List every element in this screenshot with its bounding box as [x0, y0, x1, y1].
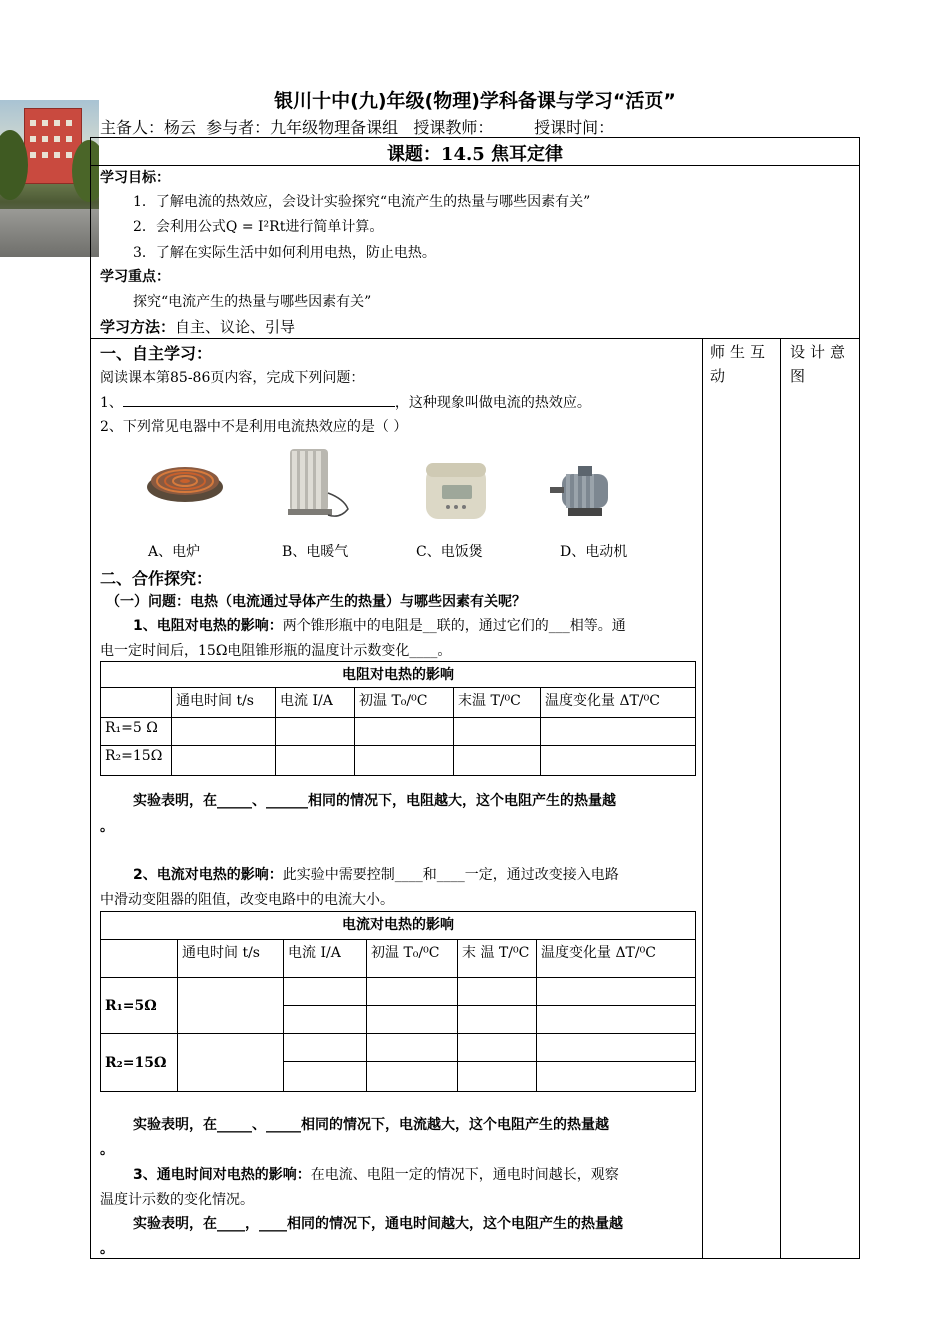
- table-cell[interactable]: [355, 746, 454, 776]
- table-cell[interactable]: [454, 718, 541, 746]
- electric-motor-image: [548, 460, 628, 522]
- t1-row-r2: R₂=15Ω: [101, 746, 172, 776]
- table-cell[interactable]: [284, 1006, 367, 1034]
- current-paragraph: [133, 864, 619, 884]
- t1-header-0: [101, 688, 172, 718]
- resistance-label: 1、电阻对电热的影响：: [133, 618, 283, 634]
- key-point: 探究“电流产生的热量与哪些因素有关”: [133, 294, 372, 310]
- option-b: B、电暖气: [282, 544, 349, 560]
- current-label: 2、电流对电热的影响：: [133, 867, 283, 883]
- table-cell[interactable]: [541, 718, 696, 746]
- current-text-1: 此实验中需要控制____和____一定，通过改变接入电路: [282, 867, 619, 883]
- table-cell[interactable]: [367, 1062, 458, 1092]
- table-cell[interactable]: [172, 746, 276, 776]
- table-cell[interactable]: [178, 978, 284, 1034]
- conclusion-2-end: 。: [100, 1142, 114, 1158]
- t2-header-final: 末 温 T/⁰C: [458, 940, 537, 978]
- table-cell[interactable]: [458, 1062, 537, 1092]
- conclusion-2: 实验表明，在_____、_____相同的情况下，电流越大，这个电阻产生的热量越: [133, 1117, 609, 1133]
- conclusion-1: 实验表明，在_____、______相同的情况下，电阻越大，这个电阻产生的热量越: [133, 793, 616, 809]
- t1-header-final: 末温 T/⁰C: [454, 688, 541, 718]
- t2-header-initial: 初温 T₀/⁰C: [367, 940, 458, 978]
- resistance-paragraph: [133, 615, 626, 635]
- current-table: [100, 911, 696, 1092]
- conclusion-3: 实验表明，在____，____相同的情况下，通电时间越大，这个电阻产生的热量越: [133, 1216, 623, 1232]
- page-title: 银川十中(九)年级(物理)学科备课与学习“活页”: [274, 90, 676, 112]
- goal-3: 3．了解在实际生活中如何利用电热，防止电热。: [133, 245, 436, 261]
- table-cell[interactable]: [276, 718, 355, 746]
- t2-row-r2: R₂=15Ω: [101, 1034, 178, 1092]
- t1-header-time: 通电时间 t/s: [172, 688, 276, 718]
- question-1: [100, 392, 591, 412]
- table-cell[interactable]: [178, 1034, 284, 1092]
- conclusion-1-end: 。: [100, 819, 114, 835]
- time-text-2: 温度计示数的变化情况。: [100, 1192, 254, 1208]
- resistance-text-2: 电一定时间后，15Ω电阻锥形瓶的温度计示数变化____。: [100, 643, 452, 659]
- section1-heading: 一、自主学习：: [100, 344, 213, 363]
- option-d: D、电动机: [560, 544, 628, 560]
- goals-label: 学习目标：: [100, 170, 170, 186]
- lesson-meta: 主备人：杨云 参与者：九年级物理备课组 授课教师： 授课时间：: [100, 118, 615, 137]
- section2-heading: 二、合作探究：: [100, 569, 213, 588]
- q1-prefix: 1、: [100, 395, 123, 411]
- table-cell[interactable]: [537, 1006, 696, 1034]
- method: 学习方法：自主、议论、引导: [100, 318, 296, 336]
- column-divider-2: [780, 338, 781, 1259]
- column-divider-1: [702, 338, 703, 1259]
- current-table-caption: 电流对电热的影响: [101, 912, 696, 940]
- t1-header-current: 电流 I/A: [276, 688, 355, 718]
- q1-blank[interactable]: [123, 392, 395, 407]
- t1-header-delta: 温度变化量 ΔT/⁰C: [541, 688, 696, 718]
- time-paragraph: [133, 1164, 619, 1184]
- table-cell[interactable]: [367, 978, 458, 1006]
- key-label: 学习重点：: [100, 269, 170, 285]
- table-cell[interactable]: [284, 1034, 367, 1062]
- rice-cooker-image: [420, 457, 492, 525]
- resistance-table-caption: 电阻对电热的影响: [101, 662, 696, 688]
- current-text-2: 中滑动变阻器的阻值，改变电路中的电流大小。: [100, 892, 394, 908]
- side-col-design: 设计意图: [790, 343, 851, 385]
- table-cell[interactable]: [541, 746, 696, 776]
- goal-1: 1．了解电流的热效应，会设计实验探究“电流产生的热量与哪些因素有关”: [133, 194, 591, 210]
- section1-intro: 阅读课本第85-86页内容，完成下列问题：: [100, 370, 365, 386]
- table-cell[interactable]: [367, 1034, 458, 1062]
- table-cell[interactable]: [537, 978, 696, 1006]
- table-cell[interactable]: [172, 718, 276, 746]
- time-label: 3、通电时间对电热的影响：: [133, 1167, 311, 1183]
- table-cell[interactable]: [458, 978, 537, 1006]
- t1-row-r1: R₁=5 Ω: [101, 718, 172, 746]
- resistance-text-1: 两个锥形瓶中的电阻是__联的，通过它们的___相等。通: [282, 618, 626, 634]
- lesson-topic: 课题：14.5 焦耳定律: [386, 144, 564, 165]
- school-photo: [0, 100, 99, 257]
- t2-row-r1: R₁=5Ω: [101, 978, 178, 1034]
- method-text: 自主、议论、引导: [175, 318, 296, 336]
- t2-header-time: 通电时间 t/s: [178, 940, 284, 978]
- goal-2: 2．会利用公式Q = I²Rt进行简单计算。: [133, 219, 384, 235]
- table-cell[interactable]: [367, 1006, 458, 1034]
- t1-header-initial: 初温 T₀/⁰C: [355, 688, 454, 718]
- q1-suffix: ，这种现象叫做电流的热效应。: [394, 395, 591, 411]
- topic-divider: [90, 165, 860, 166]
- t2-header-current: 电流 I/A: [284, 940, 367, 978]
- time-text-1: 在电流、电阻一定的情况下，通电时间越长，观察: [310, 1167, 619, 1183]
- table-cell[interactable]: [537, 1034, 696, 1062]
- option-a: A、电炉: [148, 544, 201, 560]
- t2-header-delta: 温度变化量 ΔT/⁰C: [537, 940, 696, 978]
- t2-header-0: [101, 940, 178, 978]
- electric-heater-image: [282, 443, 354, 523]
- section2-question: （一）问题：电热（电流通过导体产生的热量）与哪些因素有关呢？: [106, 594, 526, 610]
- resistance-table: [100, 661, 696, 776]
- table-cell[interactable]: [355, 718, 454, 746]
- electric-stove-image: [143, 455, 227, 505]
- conclusion-3-end: 。: [100, 1241, 114, 1257]
- table-cell[interactable]: [458, 1034, 537, 1062]
- table-cell[interactable]: [284, 978, 367, 1006]
- table-cell[interactable]: [537, 1062, 696, 1092]
- question-2: 2、下列常见电器中不是利用电流热效应的是（ ）: [100, 419, 408, 435]
- section-divider: [90, 338, 860, 339]
- table-cell[interactable]: [276, 746, 355, 776]
- table-cell[interactable]: [458, 1006, 537, 1034]
- table-cell[interactable]: [284, 1062, 367, 1092]
- table-cell[interactable]: [454, 746, 541, 776]
- side-col-interaction: 师生互动: [710, 343, 771, 385]
- option-c: C、电饭煲: [416, 544, 483, 560]
